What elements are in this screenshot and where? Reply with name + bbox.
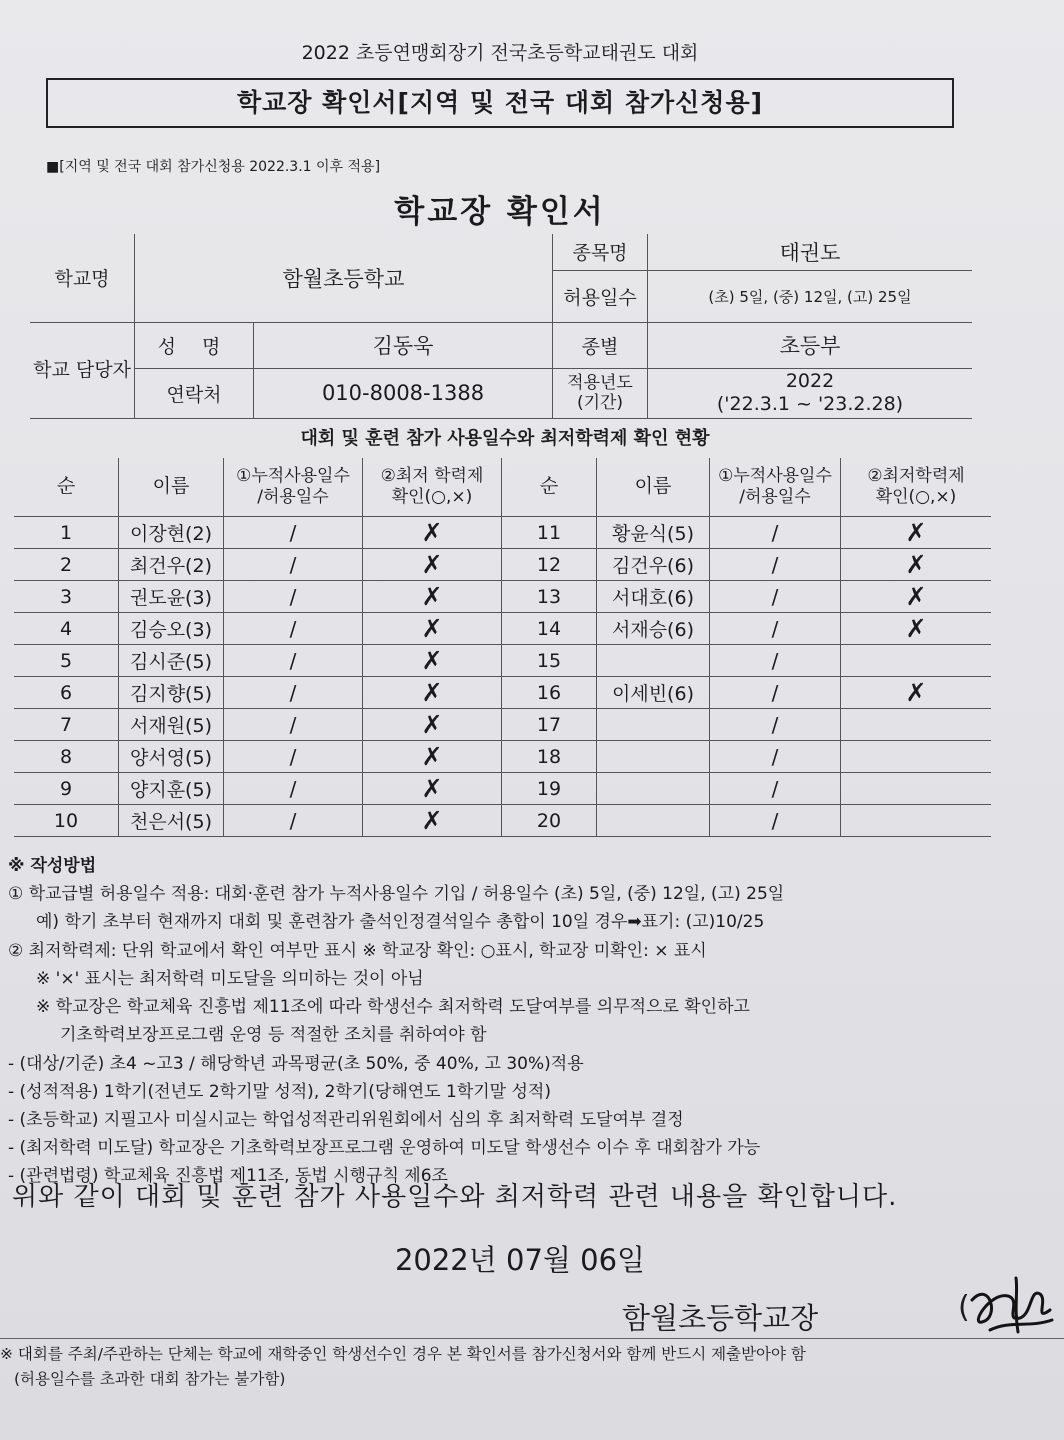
division-value: 초등부 (648, 322, 973, 368)
days-used: / (710, 677, 841, 709)
table-row (14, 805, 991, 837)
student-name: 양서영(5) (119, 741, 224, 773)
name-label: 성 명 (135, 322, 254, 368)
student-name: 이세빈(6) (597, 677, 710, 709)
row-number: 2 (14, 549, 119, 581)
minimum-check: ✗ (363, 581, 502, 613)
table-subheading: 대회 및 훈련 참가 사용일수와 최저학력제 확인 현황 (300, 428, 710, 449)
days-used: / (224, 805, 363, 837)
days-used: / (224, 517, 363, 549)
table-row (14, 741, 991, 773)
sport-label: 종목명 (553, 234, 648, 270)
row-number: 11 (502, 517, 597, 549)
student-name (597, 773, 710, 805)
days-used: / (224, 677, 363, 709)
table-row (14, 613, 991, 645)
note-line: - (관련법령) 학교체육 진흥법 제11조, 동법 시행규칙 제6조 (8, 1166, 448, 1187)
minimum-check: ✗ (363, 709, 502, 741)
student-name (597, 805, 710, 837)
principal-signature (960, 1270, 1056, 1342)
note-line: 예) 학기 초부터 현재까지 대회 및 훈련참가 출석인정결석일수 총합이 10일 경우➡표기: (고)10/25 (36, 912, 765, 933)
days-used: / (224, 741, 363, 773)
col-num-header-right: 순 (502, 458, 597, 517)
row-number: 8 (14, 741, 119, 773)
col-check-header: ②최저 학력제 (380, 465, 484, 486)
student-name: 최건우(2) (119, 549, 224, 581)
row-number: 12 (502, 549, 597, 581)
row-number: 14 (502, 613, 597, 645)
col-check-header-right: ②최저학력제 (867, 465, 965, 486)
event-title: 2022 초등연맹회장기 전국초등학교태권도 대회 (301, 42, 699, 64)
days-used: / (224, 613, 363, 645)
days-used: / (710, 773, 841, 805)
row-number: 13 (502, 581, 597, 613)
minimum-check: ✗ (363, 517, 502, 549)
minimum-check: ✗ (363, 741, 502, 773)
days-used: / (710, 581, 841, 613)
name-value: 김동욱 (254, 322, 553, 368)
participation-table (14, 458, 991, 837)
minimum-check (841, 773, 992, 805)
student-name: 서대호(6) (597, 581, 710, 613)
period-value: ('22.3.1 ~ '23.2.28) (716, 393, 904, 415)
col-check-header-right-2: 확인(○,×) (875, 487, 957, 507)
days-used: / (710, 517, 841, 549)
minimum-check (841, 741, 992, 773)
days-used: / (710, 645, 841, 677)
school-info-table (30, 234, 972, 419)
applicability-note: ■[지역 및 전국 대회 참가신청용 2022.3.1 이후 적용] (46, 159, 381, 175)
minimum-check: ✗ (363, 677, 502, 709)
division-label: 종별 (553, 322, 648, 368)
minimum-check (841, 805, 992, 837)
row-number: 17 (502, 709, 597, 741)
table-row (14, 677, 991, 709)
footer-line: (허용일수를 초과한 대회 참가는 불가함) (14, 1369, 286, 1388)
minimum-check: ✗ (841, 581, 992, 613)
table-row (14, 773, 991, 805)
student-name: 천은서(5) (119, 805, 224, 837)
student-name: 김건우(6) (597, 549, 710, 581)
student-name: 이장현(2) (119, 517, 224, 549)
minimum-check: ✗ (363, 613, 502, 645)
note-line: - (성적적용) 1학기(전년도 2학기말 성적), 2학기(당해연도 1학기말 성적) (8, 1081, 551, 1102)
minimum-check: ✗ (841, 549, 992, 581)
col-name-header-right: 이름 (597, 458, 710, 517)
contact-label: 연락처 (135, 368, 254, 418)
student-name: 권도윤(3) (119, 581, 224, 613)
row-number: 1 (14, 517, 119, 549)
note-line: ② 최저학력제: 단위 학교에서 확인 여부만 표시 ※ 학교장 확인: ○표시, 학교장 미확인: × 표시 (8, 940, 707, 961)
signing-date: 2022년 07월 06일 (394, 1243, 646, 1277)
student-name (597, 645, 710, 677)
note-line: ※ 작성방법 (8, 856, 97, 876)
row-number: 7 (14, 709, 119, 741)
principal-title: 함월초등학교장 (622, 1301, 819, 1335)
minimum-check: ✗ (841, 613, 992, 645)
school-label: 학교명 (30, 234, 135, 322)
table-row (14, 709, 991, 741)
col-days-header-right-2: /허용일수 (739, 487, 811, 507)
col-days-header-2: /허용일수 (257, 487, 329, 507)
main-title: 학교장 확인서 (394, 194, 606, 230)
minimum-check (841, 709, 992, 741)
note-line: 기초학력보장프로그램 운영 등 적절한 조치를 취하여야 함 (60, 1025, 487, 1046)
student-name: 황윤식(5) (597, 517, 710, 549)
row-number: 5 (14, 645, 119, 677)
student-name: 김지향(5) (119, 677, 224, 709)
row-number: 9 (14, 773, 119, 805)
row-number: 19 (502, 773, 597, 805)
year-label: 적용년도 (기간) (553, 368, 648, 418)
col-name-header: 이름 (119, 458, 224, 517)
minimum-check (841, 645, 992, 677)
student-name (597, 741, 710, 773)
school-value: 함월초등학교 (135, 234, 553, 322)
note-line: - (대상/기준) 초4 ~고3 / 해당학년 과목평균(초 50%, 중 40%, 고 30%)적용 (8, 1053, 584, 1074)
days-used: / (224, 773, 363, 805)
allowed-days-value: (초) 5일, (중) 12일, (고) 25일 (648, 270, 973, 322)
days-used: / (710, 613, 841, 645)
row-number: 4 (14, 613, 119, 645)
row-number: 16 (502, 677, 597, 709)
col-days-header: ①누적사용일수 (236, 465, 350, 486)
sport-value: 태권도 (648, 234, 973, 270)
confirmation-statement: 위와 같이 대회 및 훈련 참가 사용일수와 최저학력 관련 내용을 확인합니다. (12, 1182, 898, 1212)
row-number: 3 (14, 581, 119, 613)
student-name (597, 709, 710, 741)
days-used: / (224, 645, 363, 677)
minimum-check: ✗ (363, 805, 502, 837)
allowed-days-label: 허용일수 (553, 270, 648, 322)
minimum-check: ✗ (363, 549, 502, 581)
row-number: 20 (502, 805, 597, 837)
days-used: / (224, 709, 363, 741)
student-name: 서재승(6) (597, 613, 710, 645)
minimum-check: ✗ (363, 645, 502, 677)
divider (0, 1338, 1064, 1339)
note-line: ※ 학교장은 학교체육 진흥법 제11조에 따라 학생선수 최저학력 도달여부를 의무적으로 확인하고 (36, 997, 750, 1018)
col-check-header-2: 확인(○,×) (391, 487, 473, 507)
col-days-header-right: ①누적사용일수 (718, 465, 832, 486)
row-number: 15 (502, 645, 597, 677)
seal-bracket: ( (958, 1290, 970, 1325)
footer-note (0, 1342, 1060, 1392)
days-used: / (710, 549, 841, 581)
table-row (14, 581, 991, 613)
note-line: ※ '×' 표시는 최저학력 미도달을 의미하는 것이 아님 (36, 968, 424, 989)
note-line: - (최저학력 미도달) 학교장은 기초학력보장프로그램 운영하여 미도달 학생선수 이수 후 대회참가 가능 (8, 1138, 761, 1159)
days-used: / (710, 805, 841, 837)
row-number: 6 (14, 677, 119, 709)
contact-value: 010-8008-1388 (254, 368, 553, 418)
table-row (14, 549, 991, 581)
student-name: 김승오(3) (119, 613, 224, 645)
days-used: / (224, 581, 363, 613)
table-row (14, 517, 991, 549)
instructions (8, 852, 1028, 1191)
student-name: 김시준(5) (119, 645, 224, 677)
minimum-check: ✗ (841, 517, 992, 549)
days-used: / (224, 549, 363, 581)
row-number: 18 (502, 741, 597, 773)
student-name: 양지훈(5) (119, 773, 224, 805)
days-used: / (710, 741, 841, 773)
row-number: 10 (14, 805, 119, 837)
footer-line: ※ 대회를 주최/주관하는 단체는 학교에 재학중인 학생선수인 경우 본 확인서를 참가신청서와 함께 반드시 제출받아야 함 (0, 1345, 806, 1363)
student-name: 서재원(5) (119, 709, 224, 741)
manager-label: 학교 담당자 (30, 322, 135, 418)
note-line: - (초등학교) 지필고사 미실시교는 학업성적관리위원회에서 심의 후 최저학력 도달여부 결정 (8, 1109, 684, 1130)
minimum-check: ✗ (363, 773, 502, 805)
col-num-header: 순 (14, 458, 119, 517)
year-value: 2022 (785, 370, 835, 393)
days-used: / (710, 709, 841, 741)
table-row (14, 645, 991, 677)
minimum-check: ✗ (841, 677, 992, 709)
note-line: ① 학교급별 허용일수 적용: 대회·훈련 참가 누적사용일수 기입 / 허용일수 (초) 5일, (중) 12일, (고) 25일 (8, 884, 785, 905)
form-title: 학교장 확인서[지역 및 전국 대회 참가신청용] (46, 78, 954, 128)
